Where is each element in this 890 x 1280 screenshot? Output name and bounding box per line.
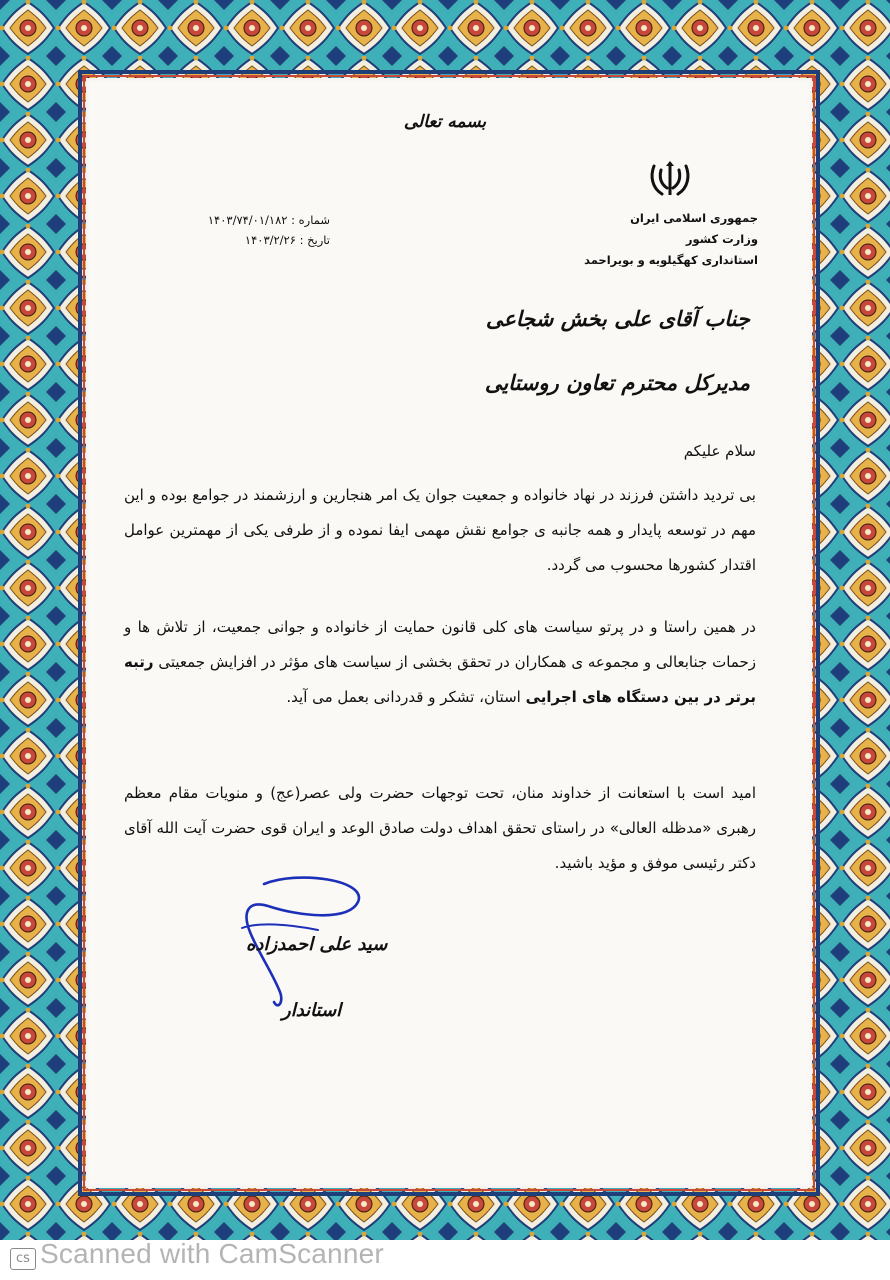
addressee-name: جناب آقای علی بخش شجاعی — [485, 306, 750, 331]
reference-date — [150, 230, 330, 250]
date-value: ۱۴۰۳/۲/۲۶ — [244, 233, 296, 247]
basmala-heading: بسمه تعالی — [403, 112, 487, 132]
date-label: تاریخ : — [299, 233, 330, 247]
issuer-line-country: جمهوری اسلامی ایران — [630, 211, 758, 225]
issuer-block — [584, 208, 758, 271]
watermark-text: Scanned with CamScanner — [40, 1238, 384, 1269]
issuer-line-ministry: وزارت کشور — [685, 232, 758, 246]
paragraph-2 — [124, 610, 756, 715]
iran-emblem-icon — [648, 160, 692, 200]
paragraph-3: امید است با استعانت از خداوند منان، تحت توجهات حضرت ولی عصر(عج) و منویات مقام معظم رهبری «مدظله العالی» در راستای تحقق اهداف دولت صادق الوعد و ایران قوی حضرت آیت الله آقای دکتر رئیسی موفق و مؤید باشید. — [124, 784, 756, 872]
paragraph-2-text-a: در همین راستا و در پرتو سیاست های کلی قانون حمایت از خانواده و جوانی جمعیت، از تلاش ها و زحمات جنابعالی و مجموعه ی همکاران در تحقق بخشی از سیاست های مؤثر در افزایش جمعیتی — [124, 618, 756, 671]
paragraph-2-highlight: رتبه برتر در بین دستگاه های اجرایی — [124, 653, 756, 706]
paragraph-1: بی تردید داشتن فرزند در نهاد خانواده و جمعیت جوان یک امر هنجارین و ارزشمند در جوامع بوده و این مهم در توسعه پایدار و همه جانبه ی جوامع نقش مهمی ایفا نموده و از طرفی یکی از مهمترین عوامل اقتدار کشورها محسوب می گردد. — [124, 486, 756, 574]
number-label: شماره : — [291, 213, 330, 227]
issuer-line-governorate: استانداری کهگیلویه و بویراحمد — [584, 253, 758, 267]
paragraph-2-text-b: استان، تشکر و قدردانی بعمل می آید. — [286, 688, 526, 706]
reference-block — [150, 210, 330, 250]
addressee-title: مدیرکل محترم تعاون روستایی — [484, 370, 750, 395]
reference-number — [150, 210, 330, 230]
number-value: ۱۴۰۳/۷۴/۰۱/۱۸۲ — [207, 213, 288, 227]
camscanner-logo-icon: cs — [10, 1248, 36, 1270]
signatory-title: استاندار — [282, 1000, 342, 1021]
signatory-name: سید علی احمدزاده — [246, 934, 388, 955]
greeting: سلام علیکم — [683, 442, 756, 460]
